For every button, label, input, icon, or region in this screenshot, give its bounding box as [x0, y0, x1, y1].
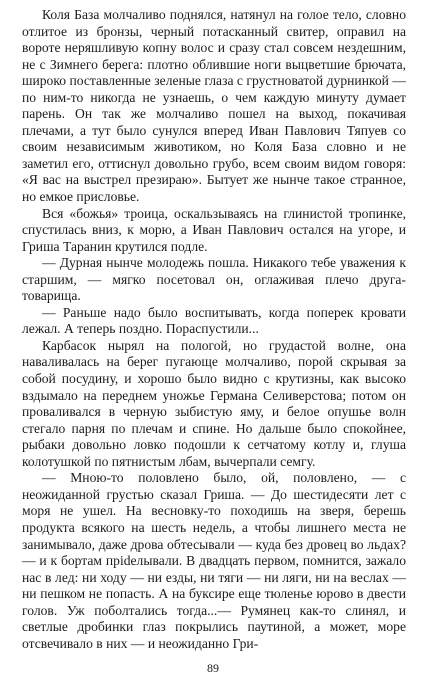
book-page [22, 7, 406, 687]
paragraph: — Дурная нынче молодежь пошла. Никакого тебе уважения к старшим, — мягко посетовал он, оглаживая плечо друга-товарища. [22, 255, 406, 304]
paragraph: — Мною-то половлено было, ой, половлено, — с неожиданной грустью сказал Гриша. — До шестидесяти лет с моря не ушел. На весновку-то походишь на зверя, берешь продукта всякого на шесть недель, а чтобы лишнего места не занимывало, даже дрова обтесывали — куда без дровец во льдах?— и к бортам прideлывали. В двадцать первом, помнится, зажало нас в лед: ни ходу — ни езды, ни тяги — ни ляги, ни на веслах — ни пешком не попасть. А на буксире еще тюленье юрово в двести голов. Уж поболтались тогда...— Румянец как-то слинял, и светлые дробинки глаз покрылись паутиной, а может, море отсвечивало в них — и неожиданно Гри- [22, 470, 406, 651]
paragraph: Вся «божья» троица, оскальзываясь на глинистой тропинке, спустилась вниз, к морю, а Иван Павлович остался на угоре, и Гриша Таранин крутился подле. [22, 205, 406, 254]
page-number: 89 [207, 661, 219, 675]
paragraph: — Раньше надо было воспитывать, когда поперек кровати лежал. А теперь поздно. Пораспустили... [22, 304, 406, 337]
paragraph: Карбасок нырял на пологой, но грудастой волне, она наваливалась на берег пугающе молчаливо, порой скрывая за собой посудину, и хорошо было видно с крутизны, как высоко вздымало на переднем уножье Германа Селиверстова; потом он проваливался в черную зыбистую яму, и белое опушье волн стегало парня по плечам и спине. Но дальше было спокойнее, рыбаки довольно ловко подошли к сетчатому котлу и, глуша колотушкой по пятнистым лбам, вычерпали семгу. [22, 337, 406, 469]
paragraph: Коля База молчаливо поднялся, натянул на голое тело, словно отлитое из бронзы, черный потасканный свитер, оправил на вороте неряшливую копну волос и сразу стал совсем нездешним, не с Зимнего берега: плотно облившие ноги выцветшие брючата, широко поставленные зеленые глаза с грустноватой дурнинкой — по ним-то никогда не узнаешь, о чем каждую минуту думает парень. Он так же молчаливо пошел на выход, покачивая плечами, а тут было сунулся вперед Иван Павлович Тяпуев со своим независимым животиком, но Коля База словно и не заметил его, оттиснул довольно грубо, всем своим видом говоря: «Я вас на выстрел презираю». Бытует же нынче такое странное, но емкое присловье. [22, 7, 406, 205]
